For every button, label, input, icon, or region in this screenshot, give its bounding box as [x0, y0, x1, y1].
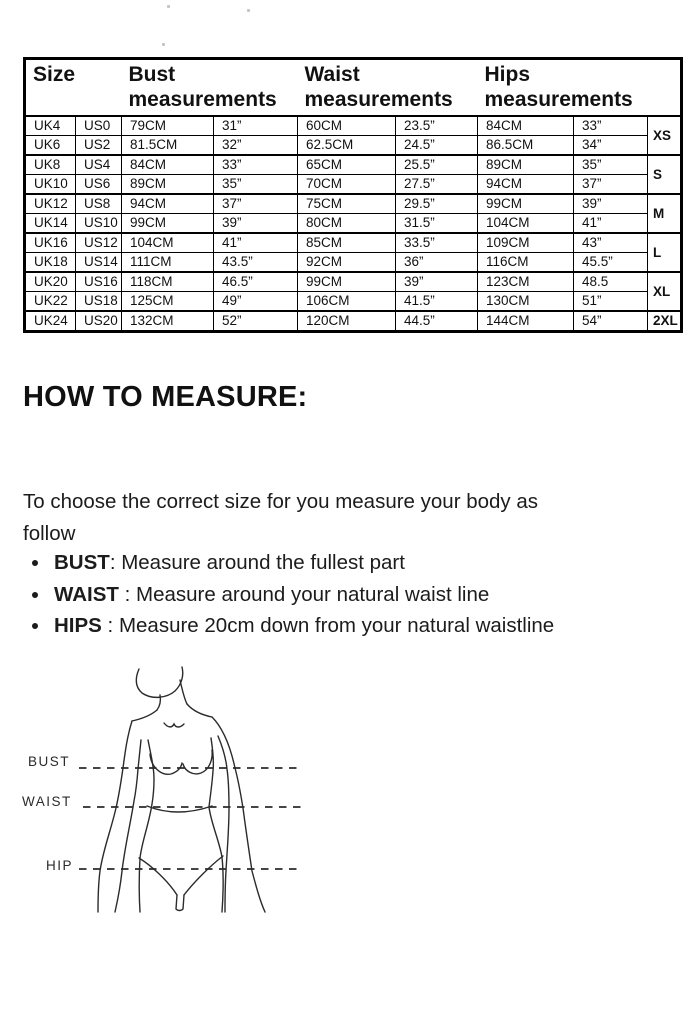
cell-letter-size: XL [648, 272, 682, 311]
cell-hips-cm: 109CM [478, 233, 574, 253]
cell-uk: UK18 [25, 253, 76, 273]
bullet-term-hips: HIPS [54, 614, 102, 637]
bullet-term-waist: WAIST [54, 582, 119, 606]
cell-waist-cm: 92CM [298, 253, 396, 273]
cell-hips-cm: 94CM [478, 175, 574, 195]
figure-right-arm-outer [212, 717, 265, 912]
size-row-uk12 [25, 194, 682, 214]
figure-shoulder-right [187, 704, 212, 717]
cell-hips-in: 51” [574, 292, 648, 312]
measure-bullet-hips [51, 610, 696, 642]
figure-bust-label: BUST [28, 754, 71, 769]
cell-hips-cm: 104CM [478, 214, 574, 234]
cell-bust-cm: 99CM [122, 214, 214, 234]
cell-bust-in: 35” [214, 175, 298, 195]
figure-torso-right [209, 738, 223, 912]
figure-collarbone [164, 723, 184, 727]
figure-crotch [176, 895, 184, 911]
size-table-body [25, 116, 682, 332]
cell-uk: UK20 [25, 272, 76, 292]
cell-hips-cm: 84CM [478, 116, 574, 136]
body-outline-drawing [15, 650, 355, 920]
header-bust-label: Bust measurements [128, 63, 277, 111]
cell-uk: UK14 [25, 214, 76, 234]
cell-bust-cm: 104CM [122, 233, 214, 253]
figure-shoulder-left [132, 710, 157, 721]
cell-bust-cm: 84CM [122, 155, 214, 175]
cell-hips-in: 33” [574, 116, 648, 136]
cell-hips-in: 41” [574, 214, 648, 234]
figure-neck-right [180, 680, 187, 704]
header-waist-label: Waist measurements [304, 63, 453, 111]
cell-waist-in: 41.5” [396, 292, 478, 312]
cell-bust-cm: 111CM [122, 253, 214, 273]
figure-hip-label: HIP [46, 858, 74, 873]
figure-bikini-right [184, 856, 223, 895]
size-row-uk6 [25, 136, 682, 156]
intro-line-2: follow [23, 521, 76, 545]
cell-waist-in: 31.5” [396, 214, 478, 234]
cell-bust-cm: 81.5CM [122, 136, 214, 156]
cell-waist-in: 44.5” [396, 311, 478, 332]
cell-waist-cm: 70CM [298, 175, 396, 195]
figure-torso-left [139, 740, 154, 912]
cell-waist-in: 36” [396, 253, 478, 273]
measure-bullet-list [23, 547, 696, 642]
size-row-uk8 [25, 155, 682, 175]
header-waist [298, 59, 478, 117]
bullet-text-bust: : Measure around the fullest part [109, 551, 405, 574]
cell-letter-size: 2XL [648, 311, 682, 332]
cell-hips-in: 39” [574, 194, 648, 214]
cell-bust-cm: 79CM [122, 116, 214, 136]
bullet-term-bust: BUST [54, 551, 110, 574]
cell-waist-cm: 99CM [298, 272, 396, 292]
bullet-text-hips: : Measure 20cm down from your natural waistline [101, 614, 555, 637]
cell-bust-cm: 94CM [122, 194, 214, 214]
cell-waist-cm: 62.5CM [298, 136, 396, 156]
scan-speck [162, 43, 165, 46]
cell-uk: UK6 [25, 136, 76, 156]
cell-waist-cm: 65CM [298, 155, 396, 175]
cell-waist-cm: 120CM [298, 311, 396, 332]
cell-hips-in: 45.5” [574, 253, 648, 273]
cell-uk: UK10 [25, 175, 76, 195]
cell-waist-cm: 75CM [298, 194, 396, 214]
size-row-uk24 [25, 311, 682, 332]
header-bust [122, 59, 298, 117]
cell-waist-in: 29.5” [396, 194, 478, 214]
cell-us: US6 [76, 175, 122, 195]
size-chart [23, 57, 680, 333]
cell-hips-cm: 130CM [478, 292, 574, 312]
cell-letter-size: M [648, 194, 682, 233]
cell-us: US4 [76, 155, 122, 175]
header-size-label: Size [33, 63, 76, 86]
cell-bust-in: 39” [214, 214, 298, 234]
cell-us: US18 [76, 292, 122, 312]
size-row-uk4 [25, 116, 682, 136]
cell-uk: UK24 [25, 311, 76, 332]
cell-bust-in: 52” [214, 311, 298, 332]
cell-us: US16 [76, 272, 122, 292]
cell-bust-in: 32” [214, 136, 298, 156]
cell-waist-in: 33.5” [396, 233, 478, 253]
cell-bust-in: 33” [214, 155, 298, 175]
cell-waist-cm: 60CM [298, 116, 396, 136]
cell-waist-in: 39” [396, 272, 478, 292]
measure-bullet-waist [51, 579, 696, 611]
cell-letter-size: S [648, 155, 682, 194]
how-to-measure-heading: HOW TO MEASURE: [23, 381, 308, 413]
cell-uk: UK4 [25, 116, 76, 136]
bullet-text-waist: : Measure around your natural waist line [118, 582, 490, 606]
cell-letter-size: XS [648, 116, 682, 155]
cell-bust-in: 46.5” [214, 272, 298, 292]
cell-letter-size: L [648, 233, 682, 272]
size-row-uk22 [25, 292, 682, 312]
measurement-figure [15, 650, 355, 920]
figure-left-arm-inner [115, 740, 141, 912]
cell-hips-cm: 99CM [478, 194, 574, 214]
cell-us: US20 [76, 311, 122, 332]
cell-uk: UK22 [25, 292, 76, 312]
size-row-uk10 [25, 175, 682, 195]
measure-bullet-bust [51, 547, 696, 579]
figure-bikini-left [139, 858, 177, 895]
cell-us: US8 [76, 194, 122, 214]
intro-paragraph [23, 486, 538, 549]
cell-uk: UK12 [25, 194, 76, 214]
size-row-uk20 [25, 272, 682, 292]
cell-waist-in: 25.5” [396, 155, 478, 175]
cell-us: US10 [76, 214, 122, 234]
cell-waist-in: 24.5” [396, 136, 478, 156]
cell-waist-cm: 80CM [298, 214, 396, 234]
cell-us: US2 [76, 136, 122, 156]
cell-hips-cm: 123CM [478, 272, 574, 292]
scan-speck [167, 5, 170, 8]
cell-bust-in: 43.5” [214, 253, 298, 273]
size-row-uk14 [25, 214, 682, 234]
cell-uk: UK16 [25, 233, 76, 253]
size-chart-table [23, 57, 683, 333]
header-letter-size [648, 59, 682, 117]
figure-head [136, 667, 182, 697]
figure-bust-curve-left [150, 754, 182, 774]
size-chart-header-row [25, 59, 682, 117]
cell-bust-in: 37” [214, 194, 298, 214]
cell-hips-cm: 86.5CM [478, 136, 574, 156]
intro-line-1: To choose the correct size for you measure your body as [23, 490, 539, 513]
header-hips [478, 59, 648, 117]
cell-hips-in: 35” [574, 155, 648, 175]
cell-us: US12 [76, 233, 122, 253]
cell-bust-cm: 89CM [122, 175, 214, 195]
header-size [25, 59, 122, 117]
cell-bust-cm: 125CM [122, 292, 214, 312]
cell-bust-in: 49” [214, 292, 298, 312]
size-row-uk16 [25, 233, 682, 253]
cell-waist-in: 23.5” [396, 116, 478, 136]
figure-left-arm-outer [98, 721, 132, 912]
cell-hips-in: 34” [574, 136, 648, 156]
cell-bust-in: 41” [214, 233, 298, 253]
cell-waist-cm: 106CM [298, 292, 396, 312]
header-hips-label: Hips measurements [484, 63, 633, 111]
cell-bust-cm: 118CM [122, 272, 214, 292]
cell-hips-cm: 116CM [478, 253, 574, 273]
figure-bust-curve-right [183, 750, 212, 774]
cell-waist-in: 27.5” [396, 175, 478, 195]
cell-us: US14 [76, 253, 122, 273]
cell-bust-in: 31” [214, 116, 298, 136]
scan-speck [247, 9, 250, 12]
cell-us: US0 [76, 116, 122, 136]
cell-uk: UK8 [25, 155, 76, 175]
cell-hips-in: 48.5 [574, 272, 648, 292]
figure-waist-label: WAIST [22, 794, 72, 809]
cell-waist-cm: 85CM [298, 233, 396, 253]
cell-hips-in: 37” [574, 175, 648, 195]
size-row-uk18 [25, 253, 682, 273]
cell-hips-in: 43” [574, 233, 648, 253]
cell-hips-cm: 144CM [478, 311, 574, 332]
cell-hips-in: 54” [574, 311, 648, 332]
cell-hips-cm: 89CM [478, 155, 574, 175]
cell-bust-cm: 132CM [122, 311, 214, 332]
